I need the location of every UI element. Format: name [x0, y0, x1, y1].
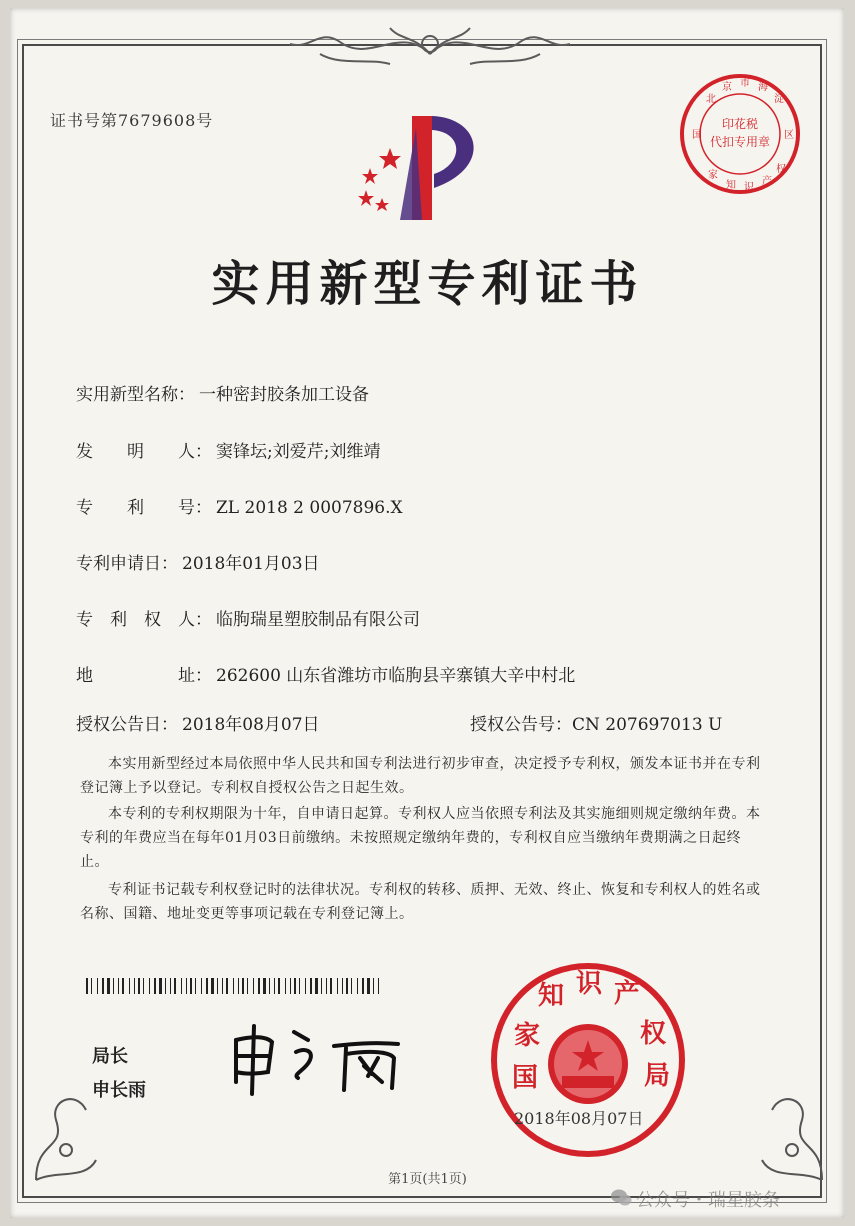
svg-text:权: 权 [776, 164, 786, 175]
field-value: 262600 山东省潍坊市临朐县辛寨镇大辛中村北 [216, 666, 576, 686]
svg-text:市: 市 [740, 78, 750, 89]
watermark-text: 公众号・瑞星胶条 [636, 1190, 780, 1211]
svg-text:局: 局 [644, 1061, 671, 1091]
tax-seal-icon [678, 72, 802, 196]
field-address [76, 661, 575, 686]
svg-text:代扣专用章: 代扣专用章 [709, 135, 771, 149]
svg-text:知: 知 [726, 180, 736, 191]
field-label: 实用新型名称： [76, 385, 195, 405]
field-value: 临朐瑞星塑胶制品有限公司 [216, 610, 420, 630]
field-patent-number [76, 493, 403, 518]
svg-text:家: 家 [708, 170, 718, 181]
svg-text:产: 产 [762, 176, 772, 187]
field-label: 地 址： [76, 666, 212, 686]
field-label: 专利申请日： [76, 554, 178, 574]
publication-number: 授权公告号：CN 207697013 U [470, 715, 723, 735]
certificate-number: 证书号第7679608号 [50, 111, 214, 130]
svg-text:国: 国 [512, 1063, 539, 1093]
field-patentee [76, 605, 420, 630]
top-ornament-icon [280, 14, 580, 70]
field-label: 专 利 权 人： [76, 610, 212, 630]
svg-text:淀: 淀 [774, 94, 784, 105]
field-grant-date [76, 710, 320, 735]
svg-text:权: 权 [640, 1019, 667, 1049]
svg-text:京: 京 [722, 82, 732, 93]
director-title: 局长 [92, 1046, 128, 1067]
page-number: 第1页(共1页) [388, 1172, 467, 1187]
svg-text:区: 区 [784, 130, 794, 141]
svg-text:识: 识 [576, 969, 603, 999]
signature-icon [222, 1018, 422, 1098]
national-ip-seal-icon [488, 960, 688, 1160]
wechat-icon [610, 1188, 632, 1208]
field-value: 窦锋坛;刘爱芹;刘维靖 [216, 442, 381, 462]
seal-date: 2018年08月07日 [514, 1109, 644, 1128]
field-value: 2018年01月03日 [182, 554, 320, 574]
svg-text:识: 识 [744, 182, 754, 193]
svg-text:知: 知 [538, 981, 565, 1011]
paragraph-grant: 本实用新型经过本局依照中华人民共和国专利法进行初步审查，决定授予专利权，颁发本证书并在专利登记簿上予以登记。专利权自授权公告之日起生效。 [80, 756, 761, 796]
barcode-icon [86, 978, 386, 994]
svg-text:北: 北 [706, 94, 716, 105]
field-value: 2018年08月07日 [182, 715, 320, 735]
svg-text:家: 家 [514, 1021, 541, 1051]
director-name: 申长雨 [92, 1080, 146, 1101]
field-value: 一种密封胶条加工设备 [199, 385, 369, 405]
field-label: 发 明 人： [76, 442, 212, 462]
svg-text:国: 国 [692, 130, 702, 141]
svg-text:印花税: 印花税 [721, 117, 759, 131]
field-label: 授权公告日： [76, 715, 178, 735]
svg-text:产: 产 [614, 979, 641, 1009]
paragraph-legal-status: 专利证书记载专利权登记时的法律状况。专利权的转移、质押、无效、终止、恢复和专利权人的姓名或名称、国籍、地址变更等事项记载在专利登记簿上。 [80, 882, 761, 922]
paragraph-term: 本专利的专利权期限为十年，自申请日起算。专利权人应当依照专利法及其实施细则规定缴纳年费。本专利的年费应当在每年01月03日前缴纳。未按照规定缴纳年费的，专利权自应当缴纳年费期满之日起终止。 [80, 806, 761, 870]
svg-text:海: 海 [758, 82, 768, 93]
field-inventors [76, 437, 380, 462]
field-label: 专 利 号： [76, 498, 212, 518]
field-application-date [76, 549, 320, 574]
field-value: ZL 2018 2 0007896.X [216, 498, 403, 518]
certificate-title: 实用新型专利证书 [211, 256, 644, 312]
field-utility-model-name [76, 380, 369, 405]
cnipa-logo-icon [352, 108, 492, 228]
